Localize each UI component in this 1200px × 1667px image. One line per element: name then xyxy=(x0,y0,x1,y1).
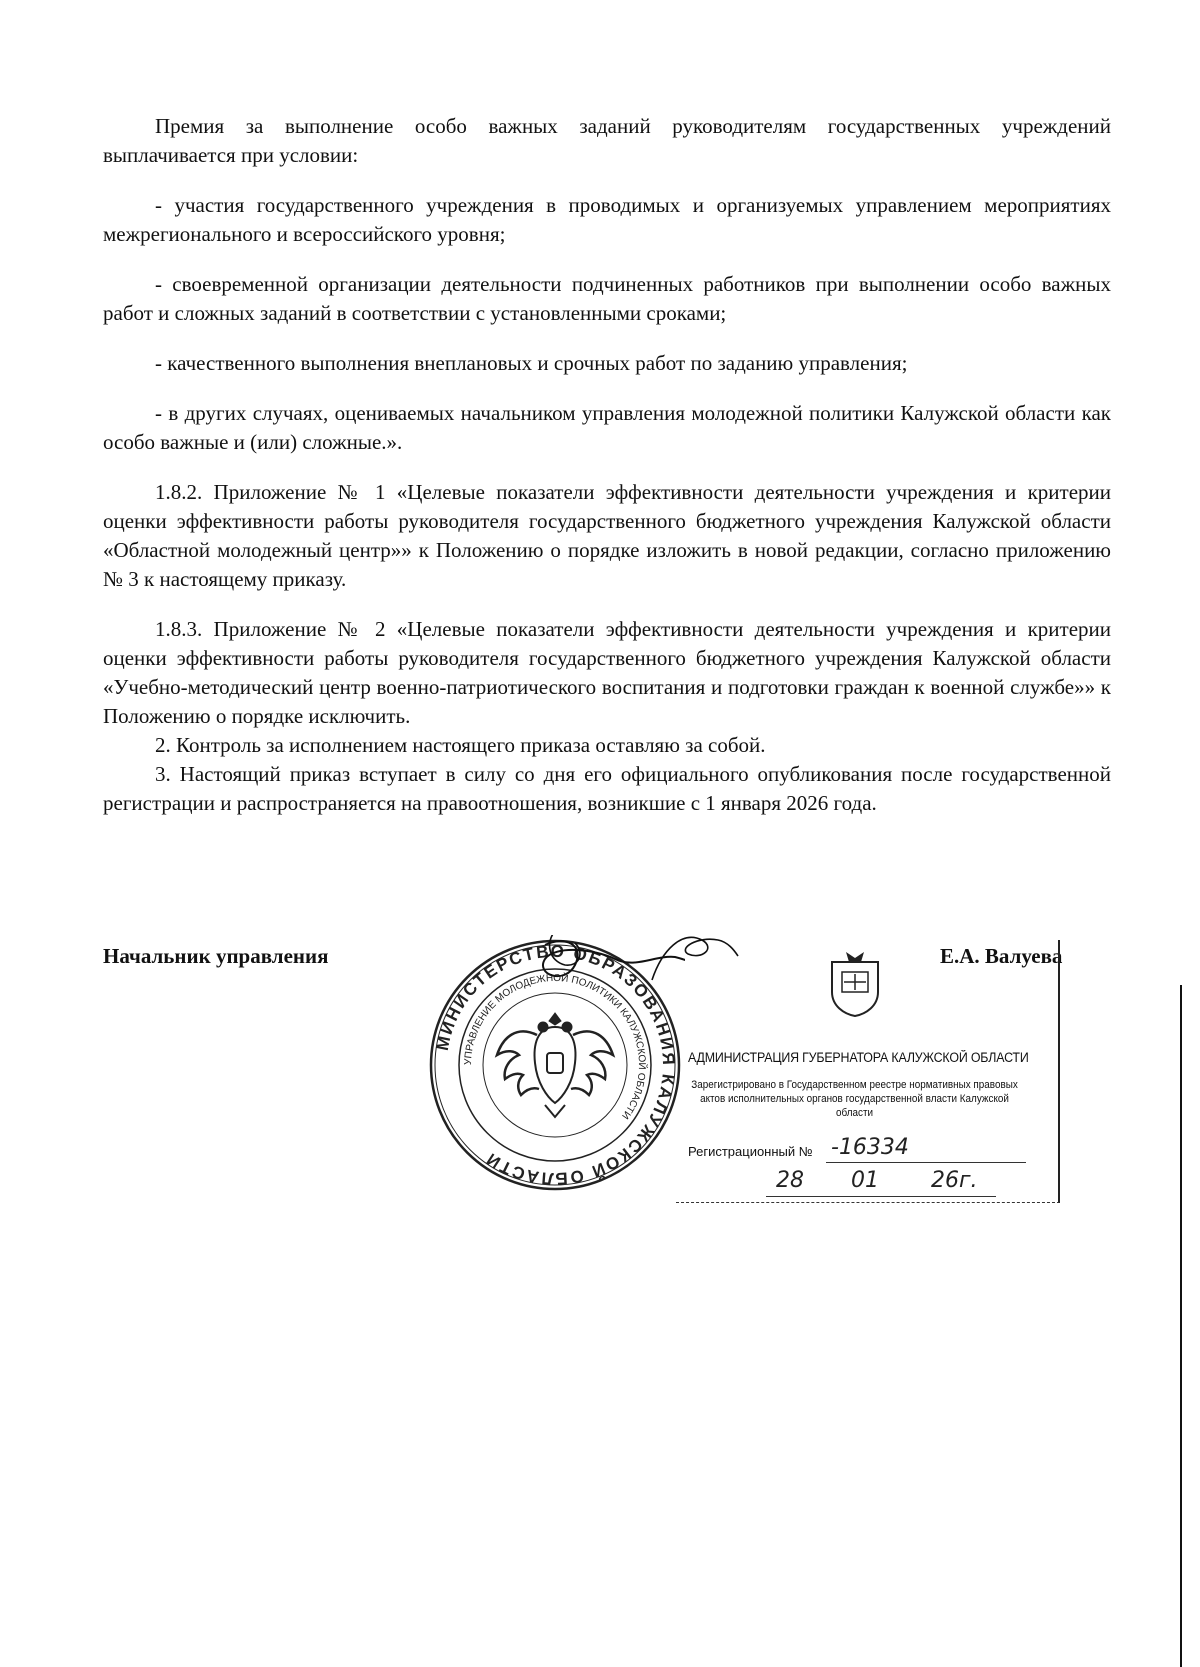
scan-edge-rule xyxy=(1180,985,1182,1667)
signature-title: Начальник управления xyxy=(103,944,329,968)
registration-text: Зарегистрировано в Государственном реестре нормативных правовых актов исполнительных органов государственной власти Калужской области xyxy=(691,1079,1018,1119)
paragraph-2-control: 2. Контроль за исполнением настоящего приказа оставляю за собой. xyxy=(155,733,766,757)
registration-org: АДМИНИСТРАЦИЯ ГУБЕРНАТОРА КАЛУЖСКОЙ ОБЛАСТИ xyxy=(688,1050,1029,1065)
signature-scribble-icon xyxy=(642,920,742,990)
signature-name: Е.А. Валуева xyxy=(940,944,1063,968)
paragraph-3-effect: 3. Настоящий приказ вступает в силу со дня его официального опубликования после государственной регистрации и распространяется на правоотношения, возникшие с 1 января 2026 года. xyxy=(103,762,1111,815)
seal-outer-text: МИНИСТЕРСТВО ОБРАЗОВАНИЯ КАЛУЖСКОЙ ОБЛАСТИ xyxy=(432,941,679,1189)
registration-date-year: 26г. xyxy=(931,1168,978,1193)
paragraph-condition-3: - качественного выполнения внеплановых и срочных работ по заданию управления; xyxy=(155,351,908,375)
registration-date-line xyxy=(766,1196,996,1197)
paragraph-1-8-2: 1.8.2. Приложение № 1 «Целевые показатели эффективности деятельности учреждения и критерии оценки эффективности работы руководителя государственного бюджетного учреждения Калужской области «Областной молодежный центр»» к Положению о порядке изложить в новой редакции, согласно приложению № 3 к настоящему приказу. xyxy=(103,480,1111,591)
registration-date-day: 28 xyxy=(776,1168,804,1193)
registration-stamp xyxy=(676,940,1063,1203)
paragraph-1-8-3: 1.8.3. Приложение № 2 «Целевые показатели эффективности деятельности учреждения и критерии оценки эффективности работы руководителя государственного бюджетного учреждения Калужской области «Учебно-методический центр военно-патриотического воспитания и подготовки граждан к военной службе»» к Положению о порядке исключить. xyxy=(103,617,1111,728)
paragraph-condition-2: - своевременной организации деятельности подчиненных работников при выполнении особо важных работ и сложных заданий в соответствии с установленными сроками; xyxy=(103,272,1111,325)
registration-number-label: Регистрационный № xyxy=(688,1144,813,1159)
seal-inner-text: УПРАВЛЕНИЕ МОЛОДЕЖНОЙ ПОЛИТИКИ КАЛУЖСКОЙ ОБЛАСТИ xyxy=(462,972,648,1121)
document-body xyxy=(103,112,1111,818)
registration-date-month: 01 xyxy=(851,1168,879,1193)
coat-of-arms-icon xyxy=(826,948,884,1018)
paragraph-condition-1: - участия государственного учреждения в проводимых и организуемых управлением мероприятиях межрегионального и всероссийского уровня; xyxy=(103,193,1111,246)
registration-number-line xyxy=(826,1162,1026,1163)
paragraph-premium-intro: Премия за выполнение особо важных заданий руководителям государственных учреждений выплачивается при условии: xyxy=(103,114,1111,167)
registration-number-value: -16334 xyxy=(831,1135,909,1160)
paragraph-condition-4: - в других случаях, оцениваемых начальником управления молодежной политики Калужской области как особо важные и (или) сложные.». xyxy=(103,401,1111,454)
